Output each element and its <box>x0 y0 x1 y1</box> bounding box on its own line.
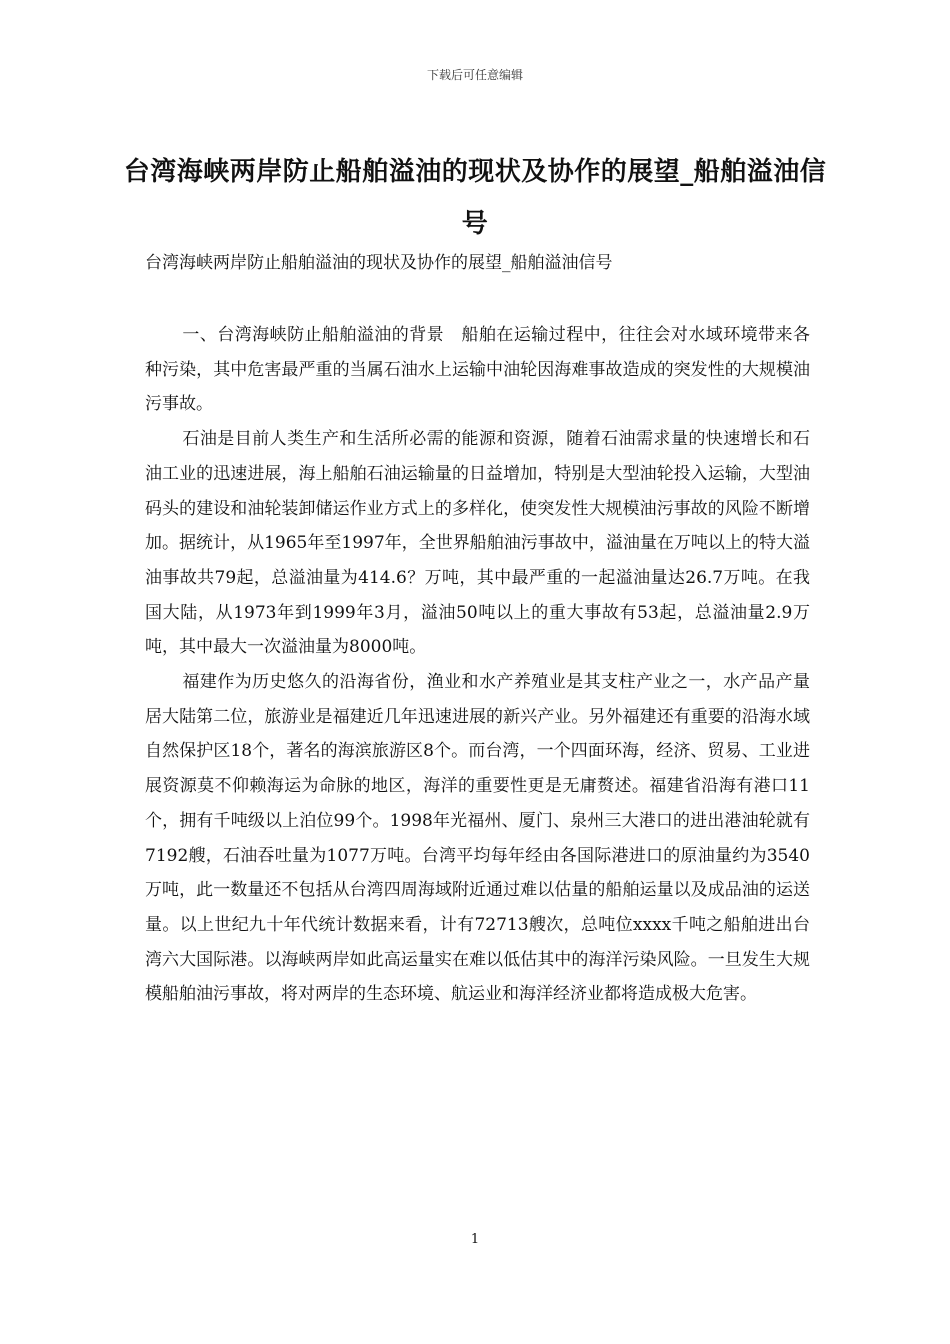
document-title: 台湾海峡两岸防止船舶溢油的现状及协作的展望_船舶溢油信号 <box>123 157 827 239</box>
document-subtitle: 台湾海峡两岸防止船舶溢油的现状及协作的展望_船舶溢油信号 <box>145 253 613 273</box>
header-note: 下载后可任意编辑 <box>426 68 523 82</box>
paragraph-fujian-taiwan: 福建作为历史悠久的沿海省份，渔业和水产养殖业是其支柱产业之一，水产品产量居大陆第二位，旅游业是福建近几年迅速进展的新兴产业。另外福建还有重要的沿海水域自然保护区18个，著名的海滨旅游区8个。而台湾，一个四面环海，经济、贸易、工业进展资源莫不仰赖海运为命脉的地区，海洋的重要性更是无庸赘述。福建省沿海有港口11个，拥有千吨级以上泊位99个。1998年光福州、厦门、泉州三大港口的进出港油轮就有7192艘，石油吞吐量为1077万吨。台湾平均每年经由各国际港进口的原油量约为3540万吨，此一数量还不包括从台湾四周海域附近通过难以估量的船舶运量以及成品油的运送量。以上世纪九十年代统计数据来看，计有72713艘次，总吨位xxxx千吨之船舶进出台湾六大国际港。以海峡两岸如此高运量实在难以低估其中的海洋污染风险。一旦发生大规模船舶油污事故，将对两岸的生态环境、航运业和海洋经济业都将造成极大危害。 <box>145 672 810 1005</box>
paragraph-background: 一、台湾海峡防止船舶溢油的背景 船舶在运输过程中，往往会对水域环境带来各种污染，其中危害最严重的当属石油水上运输中油轮因海难事故造成的突发性的大规模油污事故。 <box>145 325 810 415</box>
page-number: 1 <box>470 1232 480 1247</box>
document-body <box>145 318 810 1012</box>
paragraph-oil-statistics: 石油是目前人类生产和生活所必需的能源和资源，随着石油需求量的快速增长和石油工业的迅速进展，海上船舶石油运输量的日益增加，特别是大型油轮投入运输，大型油码头的建设和油轮装卸储运作业方式上的多样化，使突发性大规模油污事故的风险不断增加。据统计，从1965年至1997年，全世界船舶油污事故中，溢油量在万吨以上的特大溢油事故共79起，总溢油量为414.6？万吨，其中最严重的一起溢油量达26.7万吨。在我国大陆，从1973年到1999年3月，溢油50吨以上的重大事故有53起，总溢油量2.9万吨，其中最大一次溢油量为8000吨。 <box>145 429 810 658</box>
